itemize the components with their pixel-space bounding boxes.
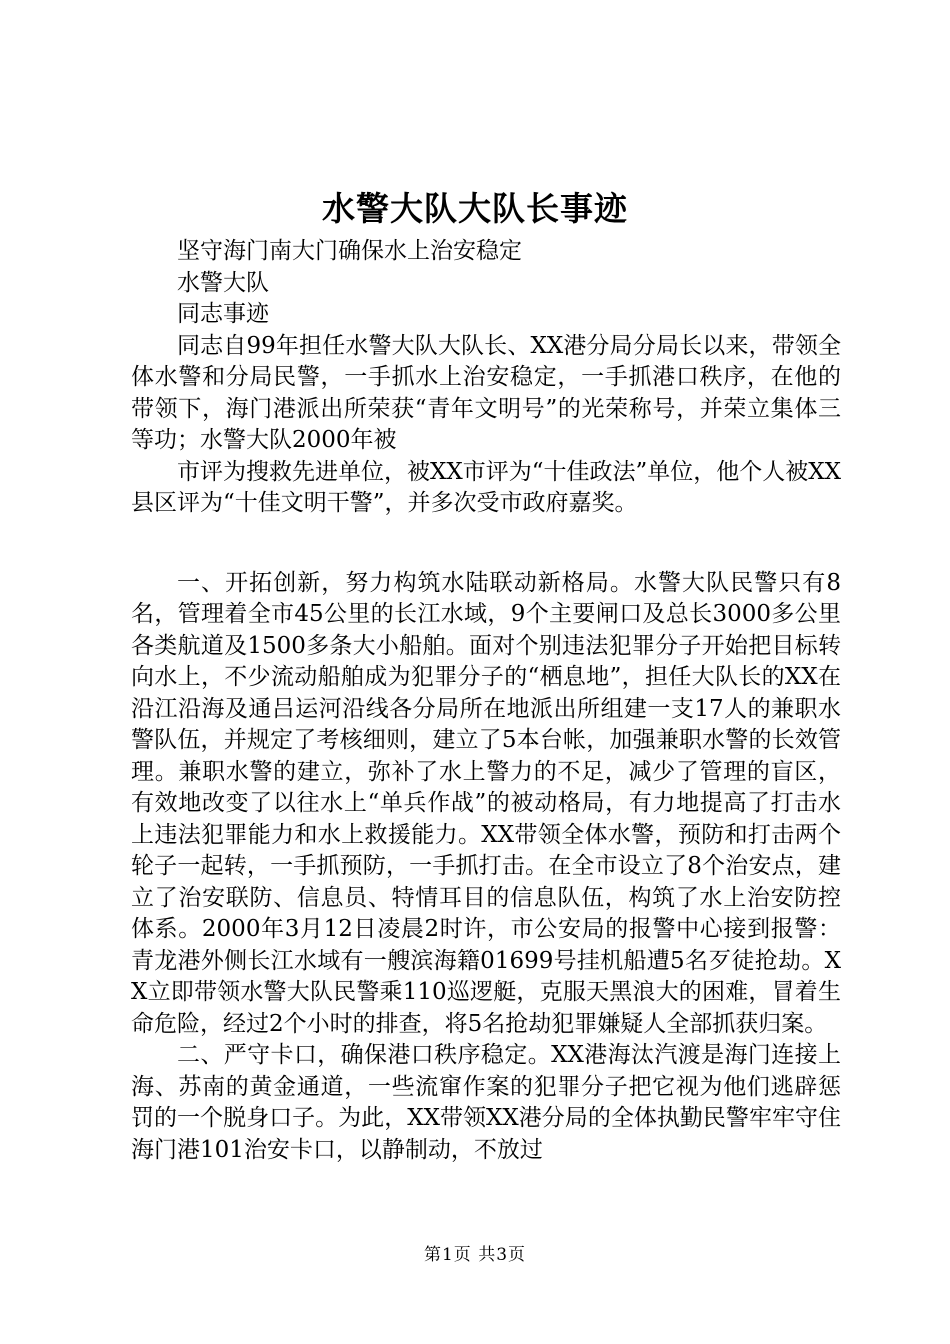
paragraph-spacer	[131, 520, 841, 568]
unit-line: 水警大队	[177, 269, 269, 296]
page-footer: 第1页 共3页	[423, 1245, 527, 1265]
subtitle-line: 坚守海门南大门确保水上治安稳定	[177, 238, 522, 264]
paragraph-section-two: 二、严守卡口，确保港口秩序稳定。XX港海汰汽渡是海门连接上海、苏南的黄金通道，一些流窜作案的犯罪分子把它视为他们逃辟惩罚的一个脱身口子。为此，XX带领XX港分局的全体执勤民警牢牢守住海门港101治安卡口，以静制动，不放过	[131, 1042, 841, 1163]
document-title: 水警大队大队长事迹	[322, 189, 628, 228]
person-line: 同志事迹	[177, 301, 269, 327]
paragraph-honors: 市评为搜救先进单位，被XX市评为“十佳政法”单位，他个人被XX县区评为“十佳文明干警”，并多次受市政府嘉奖。	[131, 458, 842, 516]
paragraph-intro: 同志自99年担任水警大队大队长、XX港分局分局长以来，带领全体水警和分局民警，一手抓水上治安稳定，一手抓港口秩序，在他的带领下，海门港派出所荣获“青年文明号”的光荣称号，并荣立集体三等功；水警大队2000年被	[131, 332, 841, 453]
document-body	[131, 236, 841, 1166]
paragraph-section-one: 一、开拓创新，努力构筑水陆联动新格局。水警大队民警只有8名，管理着全市45公里的长江水域，9个主要闸口及总长3000多公里各类航道及1500多条大小船舶。面对个别违法犯罪分子开始把目标转向水上，不少流动船舶成为犯罪分子的“栖息地”，担任大队长的XX在沿江沿海及通吕运河沿线各分局所在地派出所组建一支17人的兼职水警队伍，并规定了考核细则，建立了5本台帐，加强兼职水警的长效管理。兼职水警的建立，弥补了水上警力的不足，减少了管理的盲区，有效地改变了以往水上“单兵作战”的被动格局，有力地提高了打击水上违法犯罪能力和水上救援能力。XX带领全体水警，预防和打击两个轮子一起转，一手抓预防，一手抓打击。在全市设立了8个治安点，建立了治安联防、信息员、特情耳目的信息队伍，构筑了水上治安防控体系。2000年3月12日凌晨2时许，市公安局的报警中心接到报警：青龙港外侧长江水域有一艘滨海籍01699号挂机船遭5名歹徒抢劫。XX立即带领水警大队民警乘110巡逻艇，克服天黑浪大的困难，冒着生命危险，经过2个小时的排查，将5名抢劫犯罪嫌疑人全部抓获归案。	[131, 569, 841, 1037]
